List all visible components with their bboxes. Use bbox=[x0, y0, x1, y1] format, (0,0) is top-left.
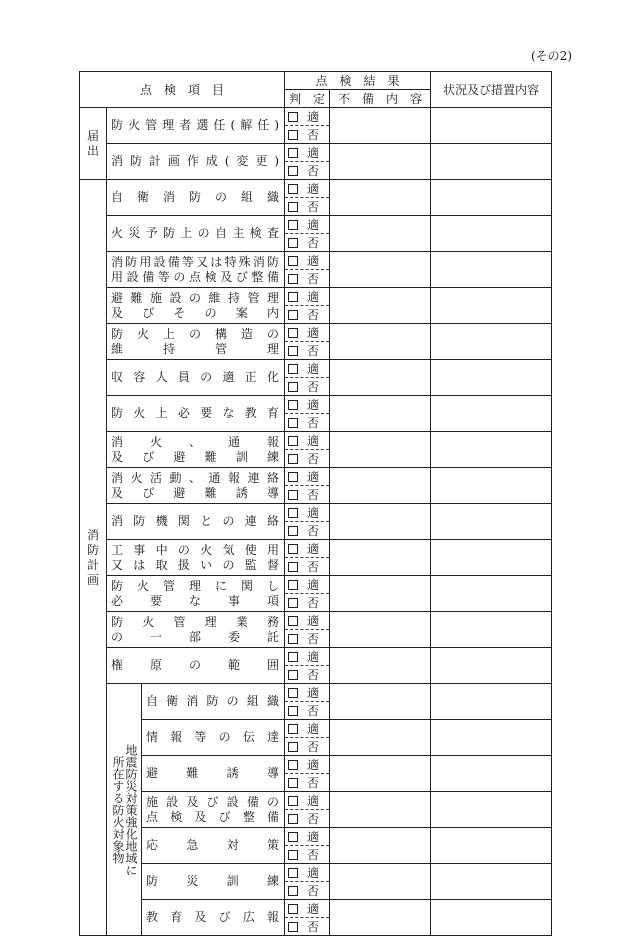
judge-ok-option bbox=[285, 396, 330, 414]
table-row bbox=[80, 540, 552, 558]
status-cell[interactable] bbox=[431, 900, 552, 936]
judge-ok-option bbox=[285, 720, 330, 738]
judge-ok-option bbox=[285, 432, 330, 450]
status-cell[interactable] bbox=[431, 792, 552, 828]
judge-label: 適 bbox=[307, 830, 320, 844]
judge-label: 否 bbox=[307, 812, 320, 826]
check-item-line: 防災訓練 bbox=[146, 874, 280, 888]
judge-ok-option bbox=[285, 828, 330, 846]
checkbox[interactable] bbox=[288, 328, 298, 338]
judge-ok-option bbox=[285, 576, 330, 594]
check-item-line: 必要な事項 bbox=[111, 593, 280, 608]
category-char: 画 bbox=[86, 572, 99, 587]
checkbox[interactable] bbox=[288, 526, 298, 536]
judge-ng-option bbox=[285, 162, 330, 180]
defect-cell[interactable] bbox=[330, 792, 431, 828]
status-cell[interactable] bbox=[431, 144, 552, 180]
category-char: 消 bbox=[86, 527, 99, 542]
check-item bbox=[107, 288, 285, 324]
checkbox[interactable] bbox=[288, 382, 298, 392]
judge-label: 適 bbox=[307, 902, 320, 916]
defect-cell[interactable] bbox=[330, 144, 431, 180]
judge-label: 否 bbox=[307, 704, 320, 718]
check-item bbox=[142, 900, 285, 936]
defect-cell[interactable] bbox=[330, 252, 431, 288]
judge-ng-option bbox=[285, 846, 330, 864]
table-row bbox=[80, 432, 552, 450]
judge-label: 否 bbox=[307, 272, 320, 286]
judge-ng-option bbox=[285, 630, 330, 648]
checkbox[interactable] bbox=[288, 706, 298, 716]
defect-cell[interactable] bbox=[330, 216, 431, 252]
table-row bbox=[80, 504, 552, 522]
judge-ng-option bbox=[285, 594, 330, 612]
table-row bbox=[80, 720, 552, 738]
status-cell[interactable] bbox=[431, 648, 552, 684]
checkbox[interactable] bbox=[288, 850, 298, 860]
table-row bbox=[80, 684, 552, 702]
checkbox[interactable] bbox=[288, 400, 298, 410]
check-item bbox=[142, 684, 285, 720]
table-row bbox=[80, 864, 552, 882]
table-row bbox=[80, 324, 552, 342]
table-row bbox=[80, 792, 552, 810]
checkbox[interactable] bbox=[288, 724, 298, 734]
judge-ng-option bbox=[285, 414, 330, 432]
checkbox[interactable] bbox=[288, 688, 298, 698]
check-item bbox=[107, 468, 285, 504]
check-item-line: の一部委託 bbox=[111, 629, 280, 644]
judge-ng-option bbox=[285, 774, 330, 792]
checkbox[interactable] bbox=[288, 472, 298, 482]
checkbox[interactable] bbox=[288, 544, 298, 554]
table-row bbox=[80, 216, 552, 234]
checkbox[interactable] bbox=[288, 220, 298, 230]
check-item-line: 消火活動、通報連絡 bbox=[111, 470, 280, 485]
status-cell[interactable] bbox=[431, 252, 552, 288]
check-item bbox=[142, 792, 285, 828]
judge-label: 適 bbox=[307, 722, 320, 736]
status-cell[interactable] bbox=[431, 468, 552, 504]
judge-ok-option bbox=[285, 756, 330, 774]
table-row bbox=[80, 252, 552, 270]
defect-cell[interactable] bbox=[330, 324, 431, 360]
judge-label: 適 bbox=[307, 182, 320, 196]
status-cell[interactable] bbox=[431, 540, 552, 576]
status-cell[interactable] bbox=[431, 396, 552, 432]
judge-ng-option bbox=[285, 702, 330, 720]
inspection-table bbox=[79, 71, 552, 936]
page-label: (その2) bbox=[531, 49, 572, 63]
status-cell[interactable] bbox=[431, 504, 552, 540]
judge-label: 否 bbox=[307, 308, 320, 322]
table-row bbox=[80, 180, 552, 198]
judge-ng-option bbox=[285, 486, 330, 504]
status-cell[interactable] bbox=[431, 216, 552, 252]
check-item bbox=[107, 396, 285, 432]
checkbox[interactable] bbox=[288, 184, 298, 194]
status-cell[interactable] bbox=[431, 684, 552, 720]
judge-label: 適 bbox=[307, 614, 320, 628]
table-row bbox=[80, 144, 552, 162]
judge-ok-option bbox=[285, 684, 330, 702]
judge-ng-option bbox=[285, 522, 330, 540]
checkbox[interactable] bbox=[288, 346, 298, 356]
judge-ok-option bbox=[285, 504, 330, 522]
judge-ok-option bbox=[285, 360, 330, 378]
status-cell[interactable] bbox=[431, 756, 552, 792]
check-item bbox=[142, 756, 285, 792]
judge-label: 否 bbox=[307, 128, 320, 142]
judge-ok-option bbox=[285, 288, 330, 306]
judge-ng-option bbox=[285, 558, 330, 576]
category-label bbox=[80, 108, 107, 180]
header-status: 状況及び措置内容 bbox=[431, 72, 552, 108]
checkbox[interactable] bbox=[288, 292, 298, 302]
judge-label: 否 bbox=[307, 380, 320, 394]
check-item-line: 工事中の火気使用 bbox=[111, 542, 280, 557]
check-item bbox=[107, 144, 285, 180]
judge-label: 適 bbox=[307, 362, 320, 376]
defect-cell[interactable] bbox=[330, 720, 431, 756]
judge-ng-option bbox=[285, 342, 330, 360]
table-row bbox=[80, 396, 552, 414]
defect-cell[interactable] bbox=[330, 468, 431, 504]
judge-label: 否 bbox=[307, 920, 320, 934]
judge-ng-option bbox=[285, 270, 330, 288]
judge-ok-option bbox=[285, 468, 330, 486]
status-cell[interactable] bbox=[431, 864, 552, 900]
checkbox[interactable] bbox=[288, 832, 298, 842]
checkbox[interactable] bbox=[288, 904, 298, 914]
defect-cell[interactable] bbox=[330, 612, 431, 648]
table-row bbox=[80, 612, 552, 630]
table-row bbox=[80, 288, 552, 306]
table-row bbox=[80, 108, 552, 126]
checkbox[interactable] bbox=[288, 112, 298, 122]
table-row bbox=[80, 576, 552, 594]
status-cell[interactable] bbox=[431, 108, 552, 144]
header-judgment: 判 定 bbox=[285, 90, 330, 108]
table-row bbox=[80, 360, 552, 378]
judge-ok-option bbox=[285, 864, 330, 882]
check-item bbox=[107, 108, 285, 144]
judge-ok-option bbox=[285, 540, 330, 558]
status-cell[interactable] bbox=[431, 720, 552, 756]
checkbox[interactable] bbox=[288, 652, 298, 662]
check-item-line: 火災予防上の自主検査 bbox=[111, 226, 280, 240]
checkbox[interactable] bbox=[288, 742, 298, 752]
judge-label: 適 bbox=[307, 218, 320, 232]
checkbox[interactable] bbox=[288, 922, 298, 932]
judge-ng-option bbox=[285, 882, 330, 900]
judge-ok-option bbox=[285, 792, 330, 810]
checkbox[interactable] bbox=[288, 436, 298, 446]
judge-label: 否 bbox=[307, 488, 320, 502]
category-char: 計 bbox=[86, 557, 99, 572]
defect-cell[interactable] bbox=[330, 396, 431, 432]
check-item-line: 応急対策 bbox=[146, 838, 280, 852]
checkbox[interactable] bbox=[288, 760, 298, 770]
judge-label: 適 bbox=[307, 110, 320, 124]
judge-label: 適 bbox=[307, 866, 320, 880]
judge-label: 適 bbox=[307, 650, 320, 664]
checkbox[interactable] bbox=[288, 796, 298, 806]
category-char: 防 bbox=[86, 542, 99, 557]
defect-cell[interactable] bbox=[330, 360, 431, 396]
check-item-line: 防火管理者選任(解任) bbox=[111, 118, 280, 132]
check-item bbox=[107, 612, 285, 648]
checkbox[interactable] bbox=[288, 274, 298, 284]
check-item bbox=[142, 864, 285, 900]
judge-ok-option bbox=[285, 612, 330, 630]
status-cell[interactable] bbox=[431, 432, 552, 468]
judge-label: 適 bbox=[307, 326, 320, 340]
judge-ng-option bbox=[285, 450, 330, 468]
header-defect: 不 備 内 容 bbox=[330, 90, 431, 108]
check-item bbox=[107, 324, 285, 360]
table-row bbox=[80, 828, 552, 846]
judge-ng-option bbox=[285, 378, 330, 396]
judge-label: 否 bbox=[307, 164, 320, 178]
judge-ok-option bbox=[285, 324, 330, 342]
judge-label: 否 bbox=[307, 596, 320, 610]
check-item-line: 消防用設備等又は特殊消防 bbox=[111, 254, 280, 269]
judge-label: 適 bbox=[307, 434, 320, 448]
checkbox[interactable] bbox=[288, 562, 298, 572]
judge-ng-option bbox=[285, 738, 330, 756]
checkbox[interactable] bbox=[288, 490, 298, 500]
check-item-line: 維持管理 bbox=[111, 341, 280, 356]
check-item-line: 用設備等の点検及び整備 bbox=[111, 269, 280, 284]
checkbox[interactable] bbox=[288, 778, 298, 788]
judge-label: 適 bbox=[307, 254, 320, 268]
check-item bbox=[107, 648, 285, 684]
earthquake-zone-text: 地震防災対策強化地域に所在する防火対象物 bbox=[111, 743, 138, 876]
defect-cell[interactable] bbox=[330, 180, 431, 216]
judge-ng-option bbox=[285, 306, 330, 324]
checkbox[interactable] bbox=[288, 616, 298, 626]
judge-ok-option bbox=[285, 180, 330, 198]
judge-label: 適 bbox=[307, 506, 320, 520]
check-item-line: 教育及び広報 bbox=[146, 910, 280, 924]
judge-ok-option bbox=[285, 252, 330, 270]
check-item-line: 施設及び設備の bbox=[146, 794, 280, 809]
judge-label: 適 bbox=[307, 686, 320, 700]
judge-label: 否 bbox=[307, 668, 320, 682]
judge-label: 否 bbox=[307, 560, 320, 574]
checkbox[interactable] bbox=[288, 418, 298, 428]
judge-label: 適 bbox=[307, 470, 320, 484]
judge-ng-option bbox=[285, 198, 330, 216]
checkbox[interactable] bbox=[288, 202, 298, 212]
defect-cell[interactable] bbox=[330, 504, 431, 540]
header-items: 点 検 項 目 bbox=[80, 72, 285, 108]
defect-cell[interactable] bbox=[330, 288, 431, 324]
judge-label: 否 bbox=[307, 416, 320, 430]
judge-label: 否 bbox=[307, 776, 320, 790]
judge-label: 適 bbox=[307, 758, 320, 772]
defect-cell[interactable] bbox=[330, 540, 431, 576]
check-item-line: 防火上の構造の bbox=[111, 326, 280, 341]
header-results: 点 検 結 果 bbox=[285, 72, 431, 90]
check-item-line: 情報等の伝達 bbox=[146, 730, 280, 744]
check-item bbox=[107, 432, 285, 468]
judge-ok-option bbox=[285, 216, 330, 234]
checkbox[interactable] bbox=[288, 130, 298, 140]
check-item-line: 防火管理業務 bbox=[111, 614, 280, 629]
judge-label: 否 bbox=[307, 452, 320, 466]
judge-ng-option bbox=[285, 918, 330, 936]
checkbox[interactable] bbox=[288, 634, 298, 644]
checkbox[interactable] bbox=[288, 670, 298, 680]
status-cell[interactable] bbox=[431, 288, 552, 324]
table-row bbox=[80, 900, 552, 918]
check-item-line: 防火管理に関し bbox=[111, 578, 280, 593]
judge-ng-option bbox=[285, 234, 330, 252]
checkbox[interactable] bbox=[288, 580, 298, 590]
check-item-line: 収容人員の適正化 bbox=[111, 370, 280, 384]
check-item bbox=[107, 540, 285, 576]
judge-label: 適 bbox=[307, 794, 320, 808]
check-item-line: 消防計画作成(変更) bbox=[111, 154, 280, 168]
defect-cell[interactable] bbox=[330, 684, 431, 720]
judge-label: 否 bbox=[307, 740, 320, 754]
check-item-line: 及び避難誘導 bbox=[111, 485, 280, 500]
check-item bbox=[142, 828, 285, 864]
check-item-line: 消防機関との連絡 bbox=[111, 514, 280, 528]
status-cell[interactable] bbox=[431, 576, 552, 612]
check-item bbox=[107, 504, 285, 540]
check-item-line: 点検及び整備 bbox=[146, 809, 280, 824]
judge-ok-option bbox=[285, 108, 330, 126]
earthquake-zone-label bbox=[107, 684, 142, 936]
table-row bbox=[80, 756, 552, 774]
judge-ok-option bbox=[285, 900, 330, 918]
check-item-line: 及び避難訓練 bbox=[111, 449, 280, 464]
check-item-line: 又は取扱いの監督 bbox=[111, 557, 280, 572]
check-item-line: 消火、通報 bbox=[111, 434, 280, 449]
defect-cell[interactable] bbox=[330, 648, 431, 684]
judge-ng-option bbox=[285, 126, 330, 144]
judge-label: 否 bbox=[307, 200, 320, 214]
status-cell[interactable] bbox=[431, 324, 552, 360]
check-item-line: 避難施設の維持管理 bbox=[111, 290, 280, 305]
check-item bbox=[107, 360, 285, 396]
category-char: 出 bbox=[86, 143, 99, 158]
judge-ng-option bbox=[285, 810, 330, 828]
check-item bbox=[107, 216, 285, 252]
status-cell[interactable] bbox=[431, 612, 552, 648]
check-item bbox=[107, 180, 285, 216]
check-item-line: 防火上必要な教育 bbox=[111, 406, 280, 420]
status-cell[interactable] bbox=[431, 828, 552, 864]
check-item-line: 及びその案内 bbox=[111, 305, 280, 320]
judge-label: 否 bbox=[307, 524, 320, 538]
check-item bbox=[142, 720, 285, 756]
table-row bbox=[80, 648, 552, 666]
judge-ok-option bbox=[285, 648, 330, 666]
checkbox[interactable] bbox=[288, 256, 298, 266]
check-item bbox=[107, 576, 285, 612]
checkbox[interactable] bbox=[288, 148, 298, 158]
defect-cell[interactable] bbox=[330, 828, 431, 864]
check-item-line: 自衛消防の組織 bbox=[146, 694, 280, 708]
checkbox[interactable] bbox=[288, 598, 298, 608]
checkbox[interactable] bbox=[288, 886, 298, 896]
check-item-line: 避難誘導 bbox=[146, 766, 280, 780]
defect-cell[interactable] bbox=[330, 432, 431, 468]
defect-cell[interactable] bbox=[330, 900, 431, 936]
table-row bbox=[80, 468, 552, 486]
checkbox[interactable] bbox=[288, 508, 298, 518]
judge-label: 適 bbox=[307, 398, 320, 412]
category-label bbox=[80, 180, 107, 936]
judge-label: 適 bbox=[307, 146, 320, 160]
status-cell[interactable] bbox=[431, 360, 552, 396]
judge-label: 否 bbox=[307, 848, 320, 862]
check-item bbox=[107, 252, 285, 288]
category-char: 届 bbox=[86, 128, 99, 143]
defect-cell[interactable] bbox=[330, 756, 431, 792]
judge-label: 否 bbox=[307, 884, 320, 898]
checkbox[interactable] bbox=[288, 166, 298, 176]
check-item-line: 自衛消防の組織 bbox=[111, 190, 280, 204]
check-item-line: 権原の範囲 bbox=[111, 658, 280, 672]
judge-label: 否 bbox=[307, 632, 320, 646]
checkbox[interactable] bbox=[288, 310, 298, 320]
judge-ng-option bbox=[285, 666, 330, 684]
judge-label: 否 bbox=[307, 344, 320, 358]
judge-label: 否 bbox=[307, 236, 320, 250]
checkbox[interactable] bbox=[288, 364, 298, 374]
judge-ok-option bbox=[285, 144, 330, 162]
status-cell[interactable] bbox=[431, 180, 552, 216]
checkbox[interactable] bbox=[288, 868, 298, 878]
judge-label: 適 bbox=[307, 290, 320, 304]
judge-label: 適 bbox=[307, 542, 320, 556]
checkbox[interactable] bbox=[288, 814, 298, 824]
judge-label: 適 bbox=[307, 578, 320, 592]
checkbox[interactable] bbox=[288, 238, 298, 248]
defect-cell[interactable] bbox=[330, 576, 431, 612]
defect-cell[interactable] bbox=[330, 864, 431, 900]
defect-cell[interactable] bbox=[330, 108, 431, 144]
checkbox[interactable] bbox=[288, 454, 298, 464]
